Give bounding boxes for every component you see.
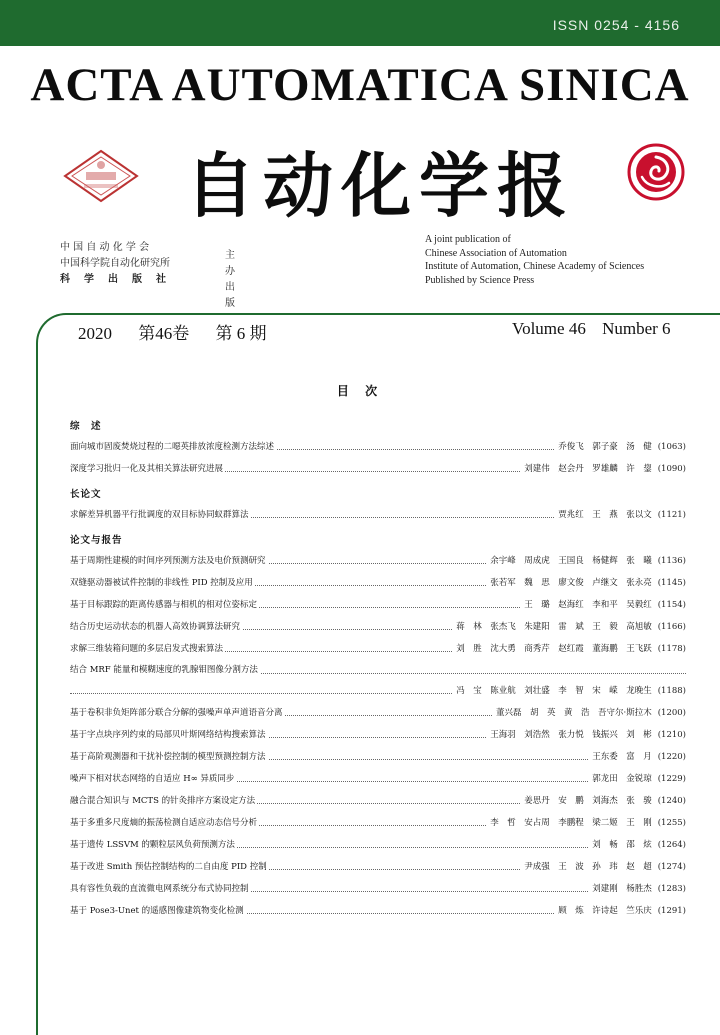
publisher-line: 中 国 自 动 化 学 会: [60, 242, 150, 253]
page-number: (1210): [657, 730, 686, 740]
publishers-chinese: [60, 240, 235, 309]
entry-meta: [453, 616, 686, 638]
toc-entry[interactable]: [70, 724, 686, 746]
toc-entry[interactable]: [70, 878, 686, 900]
page-number: (1264): [657, 840, 686, 850]
article-title: 基于高阶观测器和干扰补偿控制的模型预测控制方法: [70, 746, 268, 768]
journal-title-english: ACTA AUTOMATICA SINICA: [30, 59, 690, 111]
page-number: (1274): [657, 862, 686, 872]
article-authors: 王东委 富 月: [592, 752, 652, 762]
issue-volume-en: Volume 46: [512, 319, 586, 338]
journal-emblem-icon: [627, 143, 685, 201]
page-number: (1090): [657, 464, 686, 474]
article-authors: 蒋 林 张杰飞 朱建阳 雷 斌 王 毅 高旭敏: [456, 622, 652, 632]
toc-section-heading: 长论文: [70, 489, 102, 500]
entry-meta: [453, 680, 686, 702]
page-number: (1229): [657, 774, 686, 784]
toc-entry[interactable]: [70, 790, 686, 812]
sponsor-role-label: 主办: [225, 250, 235, 277]
article-authors: 乔俊飞 郭子豪 汤 健: [558, 442, 652, 452]
publisher-role-label: 出版: [225, 282, 235, 309]
article-title: 结合历史运动状态的机器人高效协调算法研究: [70, 616, 242, 638]
entry-meta: [493, 702, 686, 724]
toc-entry[interactable]: [70, 680, 686, 702]
top-color-band: [0, 0, 720, 46]
page-number: (1166): [657, 622, 686, 632]
article-authors: 王 璐 赵海红 李和平 吴毅红: [524, 600, 652, 610]
issn-number: ISSN 0254 - 4156: [552, 17, 680, 33]
toc-entry[interactable]: [70, 616, 686, 638]
article-title: 基于目标跟踪的距离传感器与相机的相对位姿标定: [70, 594, 259, 616]
issue-number-cn: 第 6 期: [215, 324, 267, 343]
toc-heading: 目 次: [336, 384, 384, 398]
publisher-line: 科 学 出 版 社: [60, 274, 168, 285]
toc-entry[interactable]: [70, 594, 686, 616]
article-title: 深度学习批归一化及其相关算法研究进展: [70, 458, 225, 480]
toc-section-heading: 综 述: [70, 421, 102, 432]
toc-entry[interactable]: [70, 856, 686, 878]
page-number: (1291): [657, 906, 686, 916]
toc-entry[interactable]: [70, 812, 686, 834]
article-authors: 郭龙田 金锐琼: [592, 774, 652, 784]
page-number: (1154): [657, 600, 686, 610]
page-number: (1063): [657, 442, 686, 452]
article-authors: 李 哲 安占周 李鹏程 梁二姬 王 刚: [490, 818, 652, 828]
article-authors: 姜思丹 安 鹏 刘海杰 张 骏: [524, 796, 652, 806]
issue-year: 2020: [78, 324, 112, 343]
publisher-line: 中国科学院自动化研究所: [60, 258, 170, 269]
page-number: (1121): [657, 510, 686, 520]
entry-meta: [487, 572, 686, 594]
toc-entry[interactable]: [70, 436, 686, 458]
article-authors: 王海羽 刘浩然 张力悦 钱振兴 刘 彬: [490, 730, 652, 740]
article-title: 基于改进 Smith 预估控制结构的二自由度 PID 控制: [70, 856, 269, 878]
issue-number-en: Number 6: [602, 319, 671, 338]
article-authors: 刘 畅 邵 炫: [592, 840, 652, 850]
entry-meta: [555, 900, 686, 922]
page-number: (1283): [657, 884, 686, 894]
page-number: (1136): [657, 556, 686, 566]
article-title: 基于 Pose3-Unet 的遥感图像建筑物变化检测: [70, 900, 246, 922]
article-authors: 贾兆红 王 燕 张以文: [558, 510, 652, 520]
entry-meta: [521, 594, 686, 616]
publisher-en-line: Institute of Automation, Chinese Academy of Sciences: [425, 261, 645, 272]
publisher-en-line: A joint publication of: [425, 234, 511, 245]
page-number: (1200): [657, 708, 686, 718]
toc-entry[interactable]: [70, 834, 686, 856]
page-number: (1145): [657, 578, 686, 588]
publishers-english: [425, 233, 644, 287]
entry-meta: [589, 834, 686, 856]
toc-entry[interactable]: [70, 702, 686, 724]
entry-meta: [589, 768, 686, 790]
entry-meta: [487, 550, 686, 572]
toc-entry[interactable]: [70, 550, 686, 572]
toc-entry[interactable]: [70, 768, 686, 790]
page-number: (1255): [657, 818, 686, 828]
article-title: 面向城市固废焚烧过程的二噁英排放浓度检测方法综述: [70, 436, 276, 458]
entry-meta: [453, 638, 686, 660]
toc-entry[interactable]: [70, 660, 686, 680]
page-number: (1188): [657, 686, 686, 696]
entry-meta: [555, 436, 686, 458]
journal-title-chinese: 自动化学报: [185, 145, 575, 227]
page-number: (1240): [657, 796, 686, 806]
entry-meta: [555, 504, 686, 526]
toc-entry[interactable]: [70, 458, 686, 480]
article-title: 基于遗传 LSSVM 的颗粒层风负荷预测方法: [70, 834, 237, 856]
entry-meta: [589, 878, 686, 900]
article-title: 基于多重多尺度熵的振荡检测自适应动态信号分析: [70, 812, 259, 834]
article-title: 基于字点块序列约束的局部贝叶斯网络结构搜索算法: [70, 724, 268, 746]
article-title: 噪声下相对状态网络的自适应 H∞ 异质同步: [70, 768, 236, 790]
article-title: 基于周期性建模的时间序列预测方法及电价预测研究: [70, 550, 268, 572]
article-authors: 冯 宝 陈业航 刘壮盛 李 智 宋 嵘 龙晚生: [456, 686, 652, 696]
article-authors: 刘建伟 赵会丹 罗雄麟 许 鋆: [524, 464, 652, 474]
article-title: 结合 MRF 能量和模糊速度的乳腺钼图像分割方法: [70, 660, 260, 680]
article-title: 融合混合知识与 MCTS 的针灸排序方案设定方法: [70, 790, 257, 812]
association-logo-icon: [62, 148, 140, 204]
article-authors: 张若军 魏 思 廖文俊 卢继文 张永亮: [490, 578, 652, 588]
article-authors: 刘建刚 杨胜杰: [592, 884, 652, 894]
article-title: 基于卷积非负矩阵部分联合分解的强噪声单声道语音分离: [70, 702, 285, 724]
toc-entry[interactable]: [70, 746, 686, 768]
entry-meta: [521, 790, 686, 812]
table-of-contents: [70, 412, 686, 922]
toc-entry[interactable]: [70, 900, 686, 922]
page-number: (1220): [657, 752, 686, 762]
article-authors: 顾 炼 许诗起 竺乐庆: [558, 906, 652, 916]
publisher-en-line: Chinese Association of Automation: [425, 247, 567, 259]
toc-entry[interactable]: [70, 504, 686, 526]
entry-meta: [487, 812, 686, 834]
entry-meta: [487, 724, 686, 746]
entry-meta: [521, 458, 686, 480]
article-title: 具有容性负载的直流微电网系统分布式协同控制: [70, 878, 251, 900]
publisher-en-line: Published by Science Press: [425, 274, 535, 286]
page-number: (1178): [657, 644, 686, 654]
article-title: 求解三维装箱问题的多层启发式搜索算法: [70, 638, 225, 660]
article-authors: 董兴磊 胡 英 黄 浩 吾守尔·斯拉木: [496, 708, 652, 718]
toc-section-heading: 论文与报告: [70, 535, 123, 546]
issue-volume-cn: 第46卷: [138, 324, 190, 343]
entry-meta: [589, 746, 686, 768]
article-authors: 刘 胜 沈大勇 商秀芹 赵红霞 董海鹏 王飞跃: [456, 644, 652, 654]
article-title: 双缝驱动器被试件控制的非线性 PID 控制及应用: [70, 572, 255, 594]
entry-meta: [521, 856, 686, 878]
article-authors: 余宇峰 周成虎 王国良 杨健辉 张 曦: [490, 556, 652, 566]
article-authors: 尹成强 王 波 孙 玮 赵 超: [524, 862, 652, 872]
toc-entry[interactable]: [70, 638, 686, 660]
toc-entry[interactable]: [70, 572, 686, 594]
article-title: 求解差异机器平行批调度的双目标协同蚁群算法: [70, 504, 251, 526]
